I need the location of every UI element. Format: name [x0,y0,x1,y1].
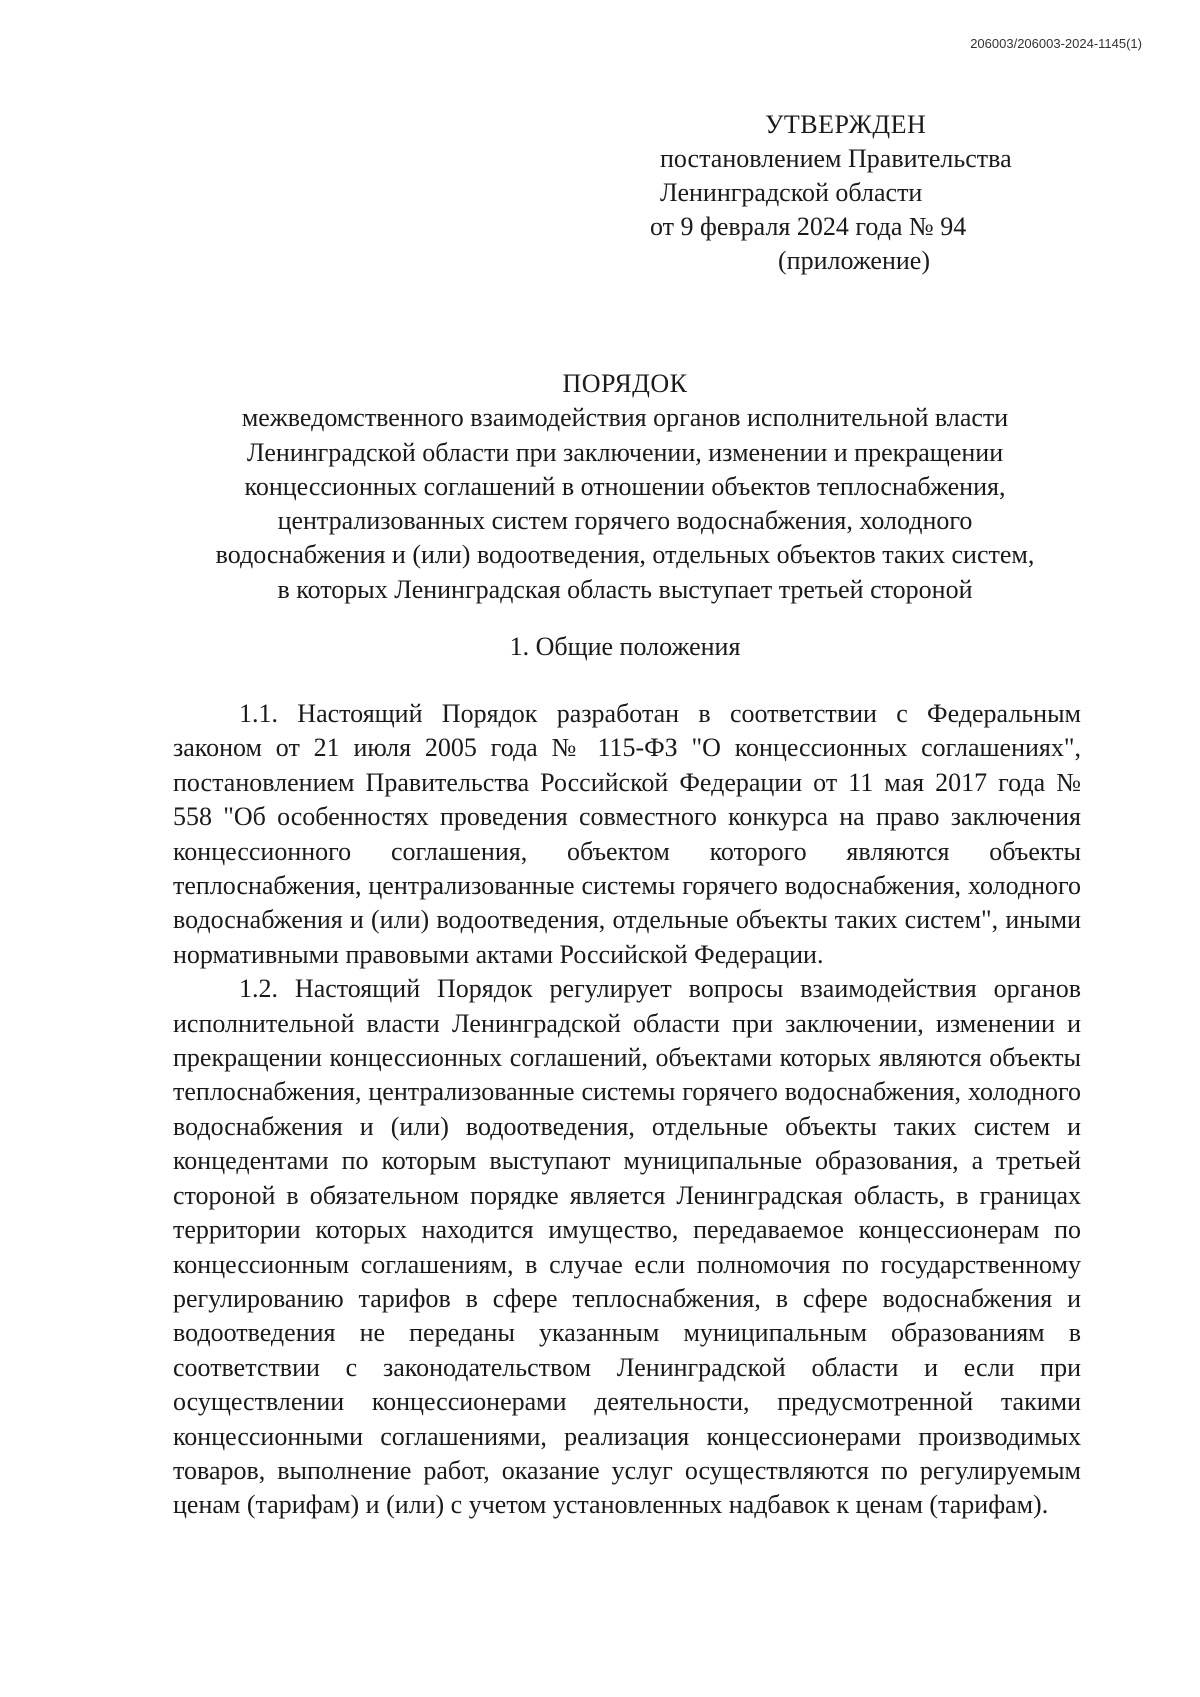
approval-stamp [650,108,1140,278]
document-id: 206003/206003-2024-1145(1) [970,36,1142,51]
approval-line: Ленинградской области [660,178,923,207]
document-subtitle-line: Ленинградской области при заключении, изменении и прекращении [246,437,1004,467]
document-subtitle-line: в которых Ленинградская область выступает третьей стороной [277,574,973,604]
document-body [173,697,1081,1523]
paragraph-1-2: 1.2. Настоящий Порядок регулирует вопросы взаимодействия органов исполнительной власти Ленинградской области при заключении, изменении и прекращении концессионных соглашений, объектами которых являются объекты теплоснабжения, централизованные системы горячего водоснабжения, холодного водоснабжения и (или) водоотведения, отдельные объекты таких систем и концедентами по которым выступают муниципальные образования, а третьей стороной в обязательном порядке является Ленинградская область, в границах территории которых находится имущество, передаваемое концессионерам по концессионным соглашениям, в случае если полномочия по государственному регулированию тарифов в сфере теплоснабжения, в сфере водоснабжения и водоотведения не переданы указанным муниципальным образованиям в соответствии с законодательством Ленинградской области и если при осуществлении концессионерами деятельности, предусмотренной такими концессионными соглашениями, реализация концессионерами производимых товаров, выполнение работ, оказание услуг осуществляются по регулируемым ценам (тарифам) и (или) с учетом установленных надбавок к ценам (тарифам). [173,974,1081,1520]
document-subtitle-line: централизованных систем горячего водоснабжения, холодного [277,506,973,536]
document-subtitle-line: водоснабжения и (или) водоотведения, отдельных объектов таких систем, [215,540,1035,570]
approval-line: от 9 февраля 2024 года № 94 [650,212,967,241]
paragraph-1-1: 1.1. Настоящий Порядок разработан в соответствии с Федеральным законом от 21 июля 2005 года № 115-ФЗ "О концессионных соглашениях", постановлением Правительства Российской Федерации от 11 мая 2017 года № 558 "Об особенностях проведения совместного конкурса на право заключения концессионного соглашения, объектом которого являются объекты теплоснабжения, централизованные системы горячего водоснабжения, холодного водоснабжения и (или) водоотведения, отдельные объекты таких систем", иными нормативными правовыми актами Российской Федерации. [173,699,1081,969]
document-heading [160,367,1090,607]
approval-line: (приложение) [778,246,931,275]
document-title: ПОРЯДОК [562,369,688,398]
section-title: 1. Общие положения [509,632,741,661]
document-subtitle-line: межведомственного взаимодействия органов исполнительной власти [241,403,1009,433]
document-subtitle-line: концессионных соглашений в отношении объектов теплоснабжения, [244,471,1006,501]
approval-line: постановлением Правительства [660,144,1012,173]
approval-title: УТВЕРЖДЕН [765,110,927,139]
